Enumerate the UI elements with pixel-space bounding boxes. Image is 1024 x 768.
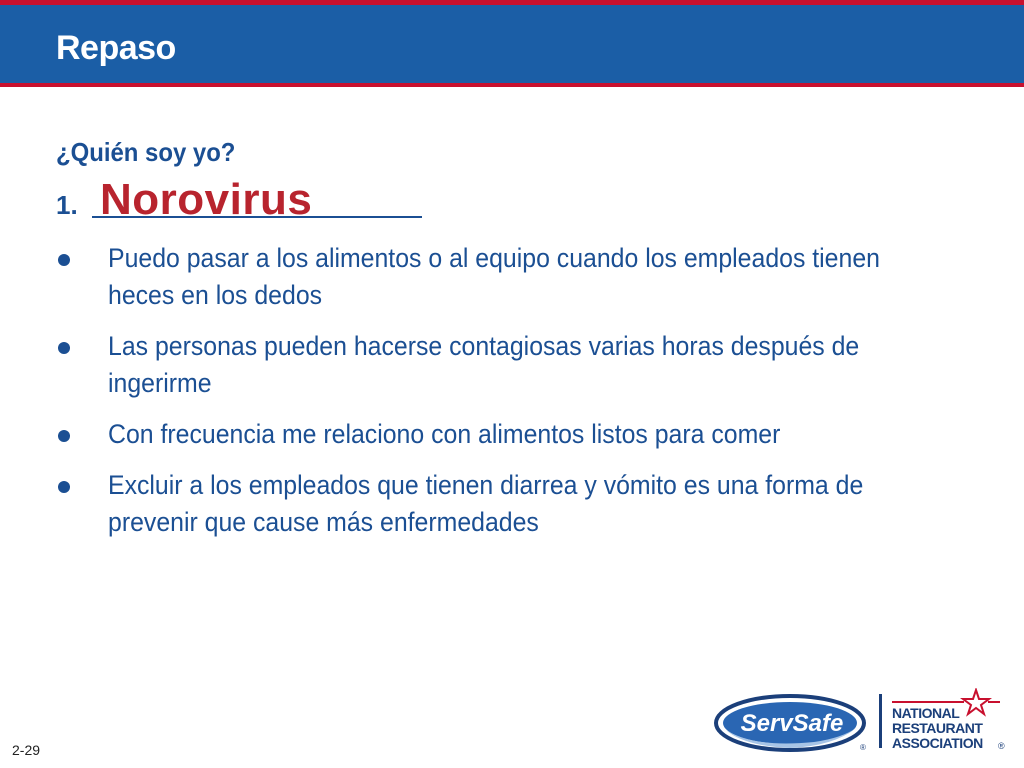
header-bottom-rule: [0, 83, 1024, 87]
bullet-dot-icon: [58, 481, 70, 493]
nra-logo-line-3: ASSOCIATION: [892, 735, 983, 751]
bullet-dot-icon: [58, 430, 70, 442]
bullet-item: [56, 240, 936, 314]
header-band: [0, 5, 1024, 83]
bullet-dot-icon: [58, 342, 70, 354]
bullet-dot-icon: [58, 254, 70, 266]
svg-text:®: ®: [860, 743, 866, 752]
slide-title: Repaso: [56, 29, 176, 67]
answer-text: Norovirus: [100, 175, 313, 224]
bullet-text: Excluir a los empleados que tienen diarrea y vómito es una forma de prevenir que cause más enfermedades: [108, 470, 864, 537]
nra-logo: [890, 688, 1018, 752]
bullet-list: [56, 240, 936, 555]
servsafe-logo: [714, 690, 870, 756]
bullet-item: [56, 328, 936, 402]
svg-text:®: ®: [998, 741, 1005, 751]
servsafe-logo-text: ServSafe: [740, 710, 844, 737]
nra-logo-line-2: RESTAURANT: [892, 720, 983, 736]
bullet-text: Puedo pasar a los alimentos o al equipo cuando los empleados tienen heces en los dedos: [108, 243, 880, 310]
bullet-item: [56, 467, 936, 541]
logo-divider: [879, 694, 882, 748]
bullet-text: Con frecuencia me relaciono con alimentos listos para comer: [108, 419, 781, 449]
bullet-item: [56, 416, 936, 453]
slide-number: 2-29: [12, 742, 41, 758]
question-heading: ¿Quién soy yo?: [56, 137, 236, 167]
bullet-text: Las personas pueden hacerse contagiosas varias horas después de ingerirme: [108, 331, 860, 398]
item-number: 1.: [56, 190, 78, 220]
nra-logo-line-1: NATIONAL: [892, 705, 960, 721]
